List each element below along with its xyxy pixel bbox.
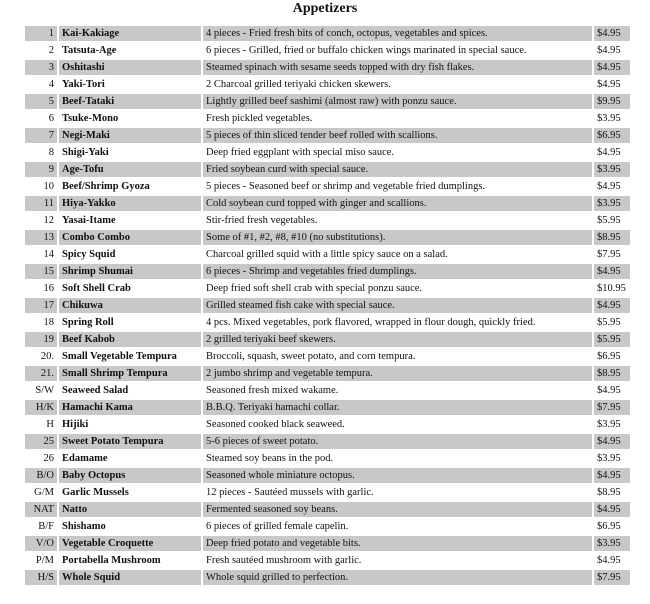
item-price: $8.95 [594, 485, 630, 502]
item-number: 4 [25, 77, 59, 94]
item-name: Yasai-Itame [59, 213, 203, 230]
item-price: $4.95 [594, 264, 630, 281]
menu-row [25, 196, 630, 213]
item-name: Baby Octopus [59, 468, 203, 485]
menu-row [25, 570, 630, 587]
item-name: Tatsuta-Age [59, 43, 203, 60]
item-description: Fried soybean curd with special sauce. [203, 162, 594, 179]
menu-row [25, 468, 630, 485]
menu-row [25, 451, 630, 468]
item-description: Broccoli, squash, sweet potato, and corn tempura. [203, 349, 594, 366]
item-number: V/O [25, 536, 59, 553]
menu-row [25, 111, 630, 128]
item-number: G/M [25, 485, 59, 502]
item-number: B/F [25, 519, 59, 536]
item-description: Deep fried potato and vegetable bits. [203, 536, 594, 553]
item-name: Shigi-Yaki [59, 145, 203, 162]
item-description: Steamed spinach with sesame seeds topped with dry fish flakes. [203, 60, 594, 77]
item-description: Grilled steamed fish cake with special sauce. [203, 298, 594, 315]
item-name: Whole Squid [59, 570, 203, 587]
item-number: 21. [25, 366, 59, 383]
item-price: $4.95 [594, 43, 630, 60]
item-name: Portabella Mushroom [59, 553, 203, 570]
item-description: Deep fried soft shell crab with special ponzu sauce. [203, 281, 594, 298]
item-description: B.B.Q. Teriyaki hamachi collar. [203, 400, 594, 417]
item-price: $3.95 [594, 417, 630, 434]
item-number: 16 [25, 281, 59, 298]
item-number: 2 [25, 43, 59, 60]
item-number: S/W [25, 383, 59, 400]
item-name: Sweet Potato Tempura [59, 434, 203, 451]
item-description: 6 pieces of grilled female capelin. [203, 519, 594, 536]
menu-row [25, 315, 630, 332]
item-price: $9.95 [594, 94, 630, 111]
item-name: Edamame [59, 451, 203, 468]
item-description: Seasoned cooked black seaweed. [203, 417, 594, 434]
item-description: Steamed soy beans in the pod. [203, 451, 594, 468]
item-description: 2 jumbo shrimp and vegetable tempura. [203, 366, 594, 383]
item-description: Some of #1, #2, #8, #10 (no substitutions). [203, 230, 594, 247]
menu-row [25, 162, 630, 179]
menu-row [25, 366, 630, 383]
item-number: 19 [25, 332, 59, 349]
item-description: Seasoned whole miniature octopus. [203, 468, 594, 485]
menu-row [25, 128, 630, 145]
item-name: Small Vegetable Tempura [59, 349, 203, 366]
item-number: 7 [25, 128, 59, 145]
item-name: Tsuke-Mono [59, 111, 203, 128]
item-number: 14 [25, 247, 59, 264]
item-number: 1 [25, 26, 59, 43]
item-number: 10 [25, 179, 59, 196]
item-description: Seasoned fresh mixed wakame. [203, 383, 594, 400]
item-name: Beef-Tataki [59, 94, 203, 111]
menu-row [25, 179, 630, 196]
item-price: $7.95 [594, 247, 630, 264]
item-number: 12 [25, 213, 59, 230]
item-price: $4.95 [594, 60, 630, 77]
item-description: Fresh pickled vegetables. [203, 111, 594, 128]
item-name: Shrimp Shumai [59, 264, 203, 281]
item-name: Kai-Kakiage [59, 26, 203, 43]
item-number: 25 [25, 434, 59, 451]
item-description: Fresh sautéed mushroom with garlic. [203, 553, 594, 570]
item-description: 2 grilled teriyaki beef skewers. [203, 332, 594, 349]
item-name: Seaweed Salad [59, 383, 203, 400]
menu-row [25, 553, 630, 570]
item-price: $4.95 [594, 383, 630, 400]
item-description: 6 pieces - Grilled, fried or buffalo chicken wings marinated in special sauce. [203, 43, 594, 60]
menu-row [25, 434, 630, 451]
item-number: 26 [25, 451, 59, 468]
item-name: Natto [59, 502, 203, 519]
item-price: $4.95 [594, 179, 630, 196]
menu-row [25, 298, 630, 315]
item-price: $4.95 [594, 77, 630, 94]
menu-row [25, 145, 630, 162]
item-name: Small Shrimp Tempura [59, 366, 203, 383]
item-name: Negi-Maki [59, 128, 203, 145]
menu-row [25, 281, 630, 298]
item-description: Cold soybean curd topped with ginger and scallions. [203, 196, 594, 213]
item-number: 6 [25, 111, 59, 128]
menu-row [25, 536, 630, 553]
item-number: 18 [25, 315, 59, 332]
menu-row [25, 230, 630, 247]
item-number: H/K [25, 400, 59, 417]
item-name: Beef Kabob [59, 332, 203, 349]
menu-row [25, 43, 630, 60]
item-price: $5.95 [594, 332, 630, 349]
item-description: 2 Charcoal grilled teriyaki chicken skewers. [203, 77, 594, 94]
item-description: Fermented seasoned soy beans. [203, 502, 594, 519]
item-name: Combo Combo [59, 230, 203, 247]
page-title: Appetizers [292, 1, 358, 16]
item-number: 8 [25, 145, 59, 162]
item-number: 17 [25, 298, 59, 315]
menu-row [25, 213, 630, 230]
item-price: $10.95 [594, 281, 630, 298]
item-number: 13 [25, 230, 59, 247]
item-price: $8.95 [594, 230, 630, 247]
item-price: $4.95 [594, 298, 630, 315]
item-description: 12 pieces - Sautéed mussels with garlic. [203, 485, 594, 502]
item-price: $3.95 [594, 536, 630, 553]
item-number: 3 [25, 60, 59, 77]
menu-row [25, 400, 630, 417]
item-number: P/M [25, 553, 59, 570]
item-number: H [25, 417, 59, 434]
menu-row [25, 77, 630, 94]
item-name: Soft Shell Crab [59, 281, 203, 298]
item-number: 15 [25, 264, 59, 281]
item-name: Hamachi Kama [59, 400, 203, 417]
item-name: Age-Tofu [59, 162, 203, 179]
menu-row [25, 26, 630, 43]
item-description: Whole squid grilled to perfection. [203, 570, 594, 587]
item-price: $4.95 [594, 434, 630, 451]
item-description: Lightly grilled beef sashimi (almost raw) with ponzu sauce. [203, 94, 594, 111]
item-name: Oshitashi [59, 60, 203, 77]
item-description: Charcoal grilled squid with a little spicy sauce on a salad. [203, 247, 594, 264]
menu-row [25, 60, 630, 77]
item-name: Beef/Shrimp Gyoza [59, 179, 203, 196]
item-price: $3.95 [594, 451, 630, 468]
item-number: 20. [25, 349, 59, 366]
item-price: $4.95 [594, 502, 630, 519]
item-number: 5 [25, 94, 59, 111]
menu-row [25, 247, 630, 264]
item-name: Vegetable Croquette [59, 536, 203, 553]
item-price: $8.95 [594, 366, 630, 383]
item-price: $3.95 [594, 196, 630, 213]
item-price: $6.95 [594, 519, 630, 536]
item-price: $3.95 [594, 111, 630, 128]
item-number: 11 [25, 196, 59, 213]
item-price: $7.95 [594, 400, 630, 417]
item-name: Spring Roll [59, 315, 203, 332]
item-name: Garlic Mussels [59, 485, 203, 502]
item-name: Shishamo [59, 519, 203, 536]
item-name: Chikuwa [59, 298, 203, 315]
menu-row [25, 383, 630, 400]
item-name: Hiya-Yakko [59, 196, 203, 213]
menu-row [25, 332, 630, 349]
menu-row [25, 417, 630, 434]
item-description: 4 pcs. Mixed vegetables, pork flavored, wrapped in flour dough, quickly fried. [203, 315, 594, 332]
menu-row [25, 94, 630, 111]
item-number: NAT [25, 502, 59, 519]
item-description: 5-6 pieces of sweet potato. [203, 434, 594, 451]
item-description: Stir-fried fresh vegetables. [203, 213, 594, 230]
item-price: $6.95 [594, 128, 630, 145]
item-number: B/O [25, 468, 59, 485]
item-price: $5.95 [594, 213, 630, 230]
item-name: Hijiki [59, 417, 203, 434]
item-price: $5.95 [594, 315, 630, 332]
item-price: $4.95 [594, 468, 630, 485]
appetizers-table [25, 26, 630, 587]
item-price: $4.95 [594, 26, 630, 43]
item-description: 6 pieces - Shrimp and vegetables fried dumplings. [203, 264, 594, 281]
item-number: 9 [25, 162, 59, 179]
item-price: $4.95 [594, 553, 630, 570]
item-description: 4 pieces - Fried fresh bits of conch, octopus, vegetables and spices. [203, 26, 594, 43]
item-price: $7.95 [594, 570, 630, 587]
menu-row [25, 264, 630, 281]
item-description: 5 pieces of thin sliced tender beef rolled with scallions. [203, 128, 594, 145]
item-price: $6.95 [594, 349, 630, 366]
item-price: $3.95 [594, 162, 630, 179]
menu-row [25, 485, 630, 502]
menu-row [25, 519, 630, 536]
item-price: $4.95 [594, 145, 630, 162]
item-description: Deep fried eggplant with special miso sauce. [203, 145, 594, 162]
item-description: 5 pieces - Seasoned beef or shrimp and vegetable fried dumplings. [203, 179, 594, 196]
item-name: Yaki-Tori [59, 77, 203, 94]
item-number: H/S [25, 570, 59, 587]
item-name: Spicy Squid [59, 247, 203, 264]
menu-row [25, 349, 630, 366]
appetizers-table-body [25, 26, 630, 587]
menu-row [25, 502, 630, 519]
